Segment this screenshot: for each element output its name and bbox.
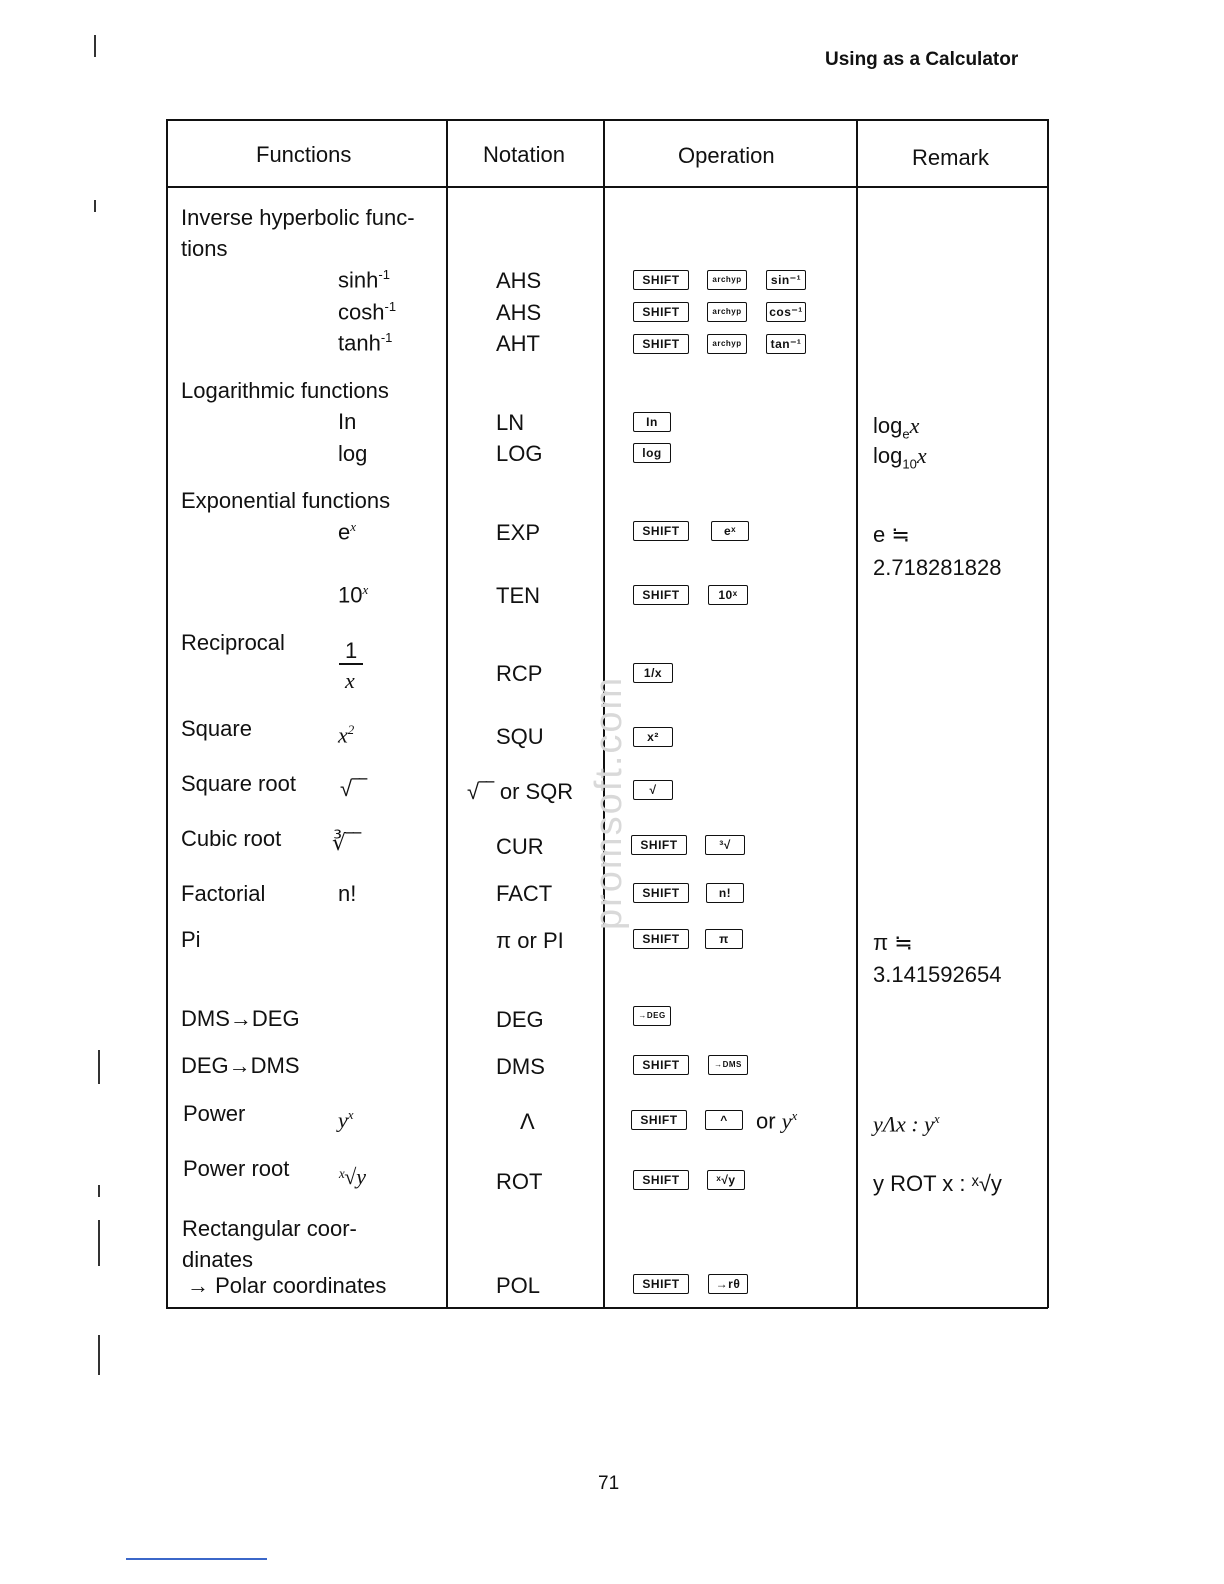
- function-symbol: log: [338, 441, 368, 466]
- square-key: x²: [633, 727, 673, 747]
- column-header-functions: Functions: [256, 142, 352, 167]
- remark-value: 2.718281828: [873, 555, 1002, 580]
- function-symbol: In: [338, 409, 357, 434]
- shift-key: SHIFT: [633, 302, 689, 322]
- margin-mark: [98, 1050, 100, 1084]
- function-label: dinates: [182, 1247, 253, 1272]
- function-symbol: $\cosh^{-1}$: [338, 299, 397, 325]
- operation-alt: or $y^x$: [756, 1108, 798, 1134]
- pi-key: π: [705, 929, 743, 949]
- shift-key: SHIFT: [633, 334, 689, 354]
- notation: RCP: [496, 661, 543, 686]
- root-key: ˣ√y: [707, 1170, 745, 1190]
- notation: SQU: [496, 724, 544, 749]
- remark: e ≒: [873, 522, 910, 547]
- function-symbol: √‾‾: [340, 776, 367, 801]
- notation: Λ: [520, 1109, 535, 1134]
- notation: √‾‾ or SQR: [467, 779, 574, 804]
- to-polar-key: →rθ: [708, 1274, 748, 1294]
- notation: DMS: [496, 1054, 545, 1079]
- shift-key: SHIFT: [633, 521, 689, 541]
- function-symbol: n!: [338, 881, 357, 906]
- reciprocal-key: 1/x: [633, 663, 673, 683]
- tan-inverse-key: tan⁻¹: [766, 334, 806, 354]
- notation: POL: [496, 1273, 541, 1298]
- shift-key: SHIFT: [633, 585, 689, 605]
- function-symbol: ∛‾‾: [332, 830, 361, 855]
- margin-mark: [98, 1335, 100, 1375]
- page-number: 71: [598, 1473, 620, 1494]
- notation: TEN: [496, 583, 540, 608]
- archyp-key: archyp: [707, 302, 747, 322]
- remark: $\log_{10}x$: [873, 443, 927, 472]
- function-label: DMS→DEG: [181, 1006, 300, 1031]
- function-label: Factorial: [181, 881, 266, 906]
- function-label: Cubic root: [181, 826, 282, 851]
- to-dms-key: →DMS: [708, 1055, 748, 1075]
- column-header-remark: Remark: [912, 145, 990, 170]
- cube-root-key: ³√: [705, 835, 745, 855]
- ln-key: In: [633, 412, 671, 432]
- factorial-key: n!: [706, 883, 744, 903]
- shift-key: SHIFT: [633, 1274, 689, 1294]
- function-label: → Polar coordinates: [187, 1273, 387, 1298]
- function-label: DEG→DMS: [181, 1053, 300, 1078]
- caret-key: ^: [705, 1110, 743, 1130]
- notation: LN: [496, 410, 525, 435]
- shift-key: SHIFT: [631, 1110, 687, 1130]
- shift-key: SHIFT: [633, 1055, 689, 1075]
- notation: CUR: [496, 834, 544, 859]
- function-label: Exponential functions: [181, 488, 391, 513]
- 10x-key: 10ˣ: [708, 585, 748, 605]
- to-deg-key: →DEG: [633, 1006, 671, 1026]
- function-symbol: $\tanh^{-1}$: [338, 330, 393, 356]
- notation: EXP: [496, 520, 541, 545]
- archyp-key: archyp: [707, 270, 747, 290]
- shift-key: SHIFT: [633, 929, 689, 949]
- notation: AHS: [496, 268, 542, 293]
- function-symbol: $y^x$: [338, 1107, 354, 1133]
- function-symbol: $x^2$: [338, 722, 355, 748]
- function-label: Reciprocal: [181, 630, 285, 655]
- margin-mark: [98, 1220, 100, 1266]
- function-label: Inverse hyperbolic func-: [181, 205, 415, 230]
- remark-value: 3.141592654: [873, 962, 1002, 987]
- function-label: Square: [181, 716, 252, 741]
- function-symbol: 10$^x$: [338, 582, 369, 608]
- margin-mark: [94, 35, 96, 57]
- column-header-operation: Operation: [678, 143, 775, 168]
- column-header-notation: Notation: [483, 142, 565, 167]
- page-header: Using as a Calculator: [825, 49, 1019, 70]
- remark: yΛx : $y^x$: [873, 1111, 940, 1137]
- fraction-denominator: x: [345, 668, 355, 693]
- sin-inverse-key: sin⁻¹: [766, 270, 806, 290]
- function-label: Rectangular coor-: [182, 1216, 357, 1241]
- shift-key: SHIFT: [631, 835, 687, 855]
- function-symbol: $e^x$: [338, 519, 357, 545]
- shift-key: SHIFT: [633, 270, 689, 290]
- remark: π ≒: [873, 930, 913, 955]
- notation: LOG: [496, 441, 543, 466]
- function-label: tions: [181, 236, 228, 261]
- fraction-numerator: 1: [345, 638, 358, 663]
- sqrt-key: √: [633, 780, 673, 800]
- ex-key: eˣ: [711, 521, 749, 541]
- shift-key: SHIFT: [633, 883, 689, 903]
- notation: DEG: [496, 1007, 544, 1032]
- function-label: Power: [183, 1101, 246, 1126]
- watermark: promsoft.com: [588, 675, 630, 930]
- function-label: Square root: [181, 771, 296, 796]
- margin-mark: [98, 1185, 100, 1197]
- shift-key: SHIFT: [633, 1170, 689, 1190]
- function-symbol: ˣ√y: [338, 1164, 367, 1189]
- notation: AHS: [496, 300, 542, 325]
- function-label: Power root: [183, 1156, 290, 1181]
- function-symbol: $\sinh^{-1}$: [338, 267, 390, 293]
- notation: π or PI: [496, 928, 564, 953]
- notation: FACT: [496, 881, 553, 906]
- remark: $\log_ex$: [873, 413, 920, 442]
- margin-mark: [94, 200, 96, 212]
- notation: ROT: [496, 1169, 543, 1194]
- function-label: Logarithmic functions: [181, 378, 389, 403]
- archyp-key: archyp: [707, 334, 747, 354]
- fraction-bar: [339, 663, 363, 665]
- footer-line: [126, 1558, 267, 1560]
- notation: AHT: [496, 331, 540, 356]
- remark: y ROT x : ˣ√y: [873, 1171, 1002, 1196]
- cos-inverse-key: cos⁻¹: [766, 302, 806, 322]
- log-key: log: [633, 443, 671, 463]
- function-label: Pi: [181, 927, 201, 952]
